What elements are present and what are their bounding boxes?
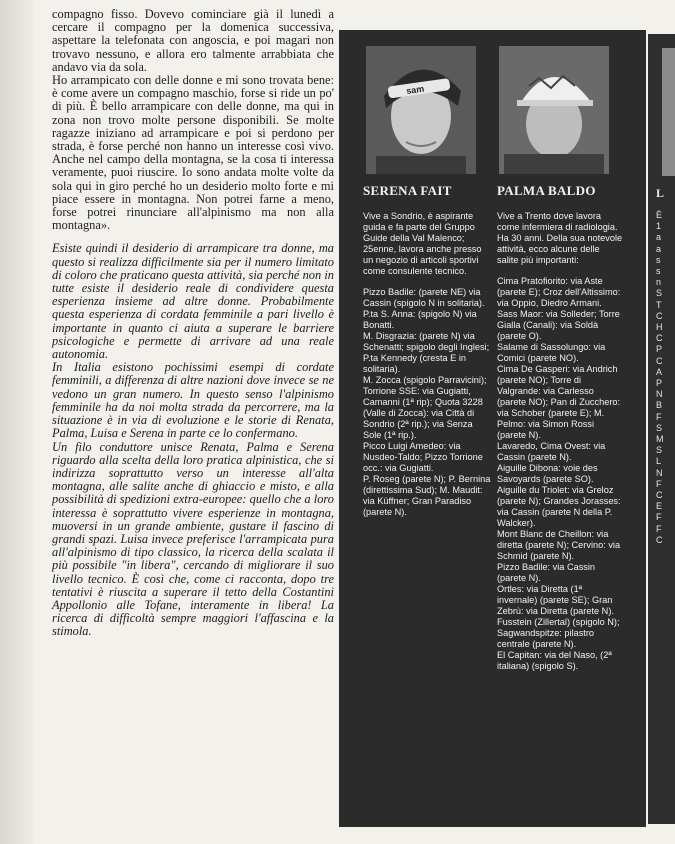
article-paragraph-2: In Italia esistono pochissimi esempi di cordate femminili, a differenza di altre nazioni dove invece se ne vedono un gran numero. In questo senso l'alpinismo femminile ha da noi molta strada da percorrere, ma la situazione è in via di evoluzione e le storie di Renata, Palma, Luisa e Serena in parte ce lo confermano. xyxy=(52,360,334,441)
cropped-photo-edge xyxy=(662,48,675,176)
cropped-text-fragment: s xyxy=(656,266,661,276)
cropped-text-fragment: F xyxy=(656,478,662,489)
climber-profiles-sidebar xyxy=(339,30,646,827)
cropped-text-fragment: L xyxy=(656,456,662,467)
serena-fait-photo xyxy=(366,46,476,174)
cropped-text-fragment: E xyxy=(656,501,663,512)
profile-routes: Cima Pratofiorito: via Aste (parete E); Croz dell'Altissimo: via Oppio, Diedro Armani. Sass Maor: via Solleder; Torre Gialla (Canali): via Soldà (parete O). Salame di Sassolungo: via Comici (parete NO). Cima De Gasperi: via Andrich (parete NO); Torre di Valgrande: via Carlesso (parete NO); Pan di Zucchero: via Schober (parete E); M. Pelmo: via Simon Rossi (parete N). Lavaredo, Cima Ovest: via Cassin (parete N). Aiguille Dibona: voie des Savoyards (parete SO). Aiguille du Triolet: via Greloz (parete N); Grandes Jorasses: via Cassin (parete N della P. Walcker). Mont Blanc de Cheillon: via diretta (parete N); Cervino: via Schmid (parete N). Pizzo Badile: via Cassin (parete N). Ortles: via Diretta (1ª invernale) (parete SE); Gran Zebrù: via Diretta (parete N). Fusstein (Zillertal) (spigolo N); Sagwandspitze: pilastro centrale (parete N). El Capitan: via del Naso, (2ª italiana) (spigolo S). xyxy=(497,276,621,671)
cropped-text-fragment: S xyxy=(656,422,663,433)
portrait-headband-photo xyxy=(366,46,476,174)
next-page-edge xyxy=(648,34,675,824)
profile-name: PALMA BALDO xyxy=(497,183,596,198)
cropped-text-fragment: P xyxy=(656,378,663,388)
cropped-text-fragment: F xyxy=(656,523,662,534)
cropped-text-fragment: 1 xyxy=(656,221,662,232)
cropped-text-fragment: P xyxy=(656,344,663,355)
cropped-text-fragment: S xyxy=(656,445,663,456)
cropped-text-fragment: n xyxy=(656,277,662,288)
profile-serena-fait xyxy=(363,183,491,518)
cropped-text-fragment: T xyxy=(656,299,662,310)
interview-quote-paragraph: compagno fisso. Dovevo cominciare già il lunedì a cercare il compagno per la domenica successiva, aspettare la telefonata con angoscia, e poi magari non trovavo nessuno, e allora ero talmente arrabbiata che andavo via da sola. Ho arrampicato con delle donne e mi sono trovata bene: è come avere un compagno maschio, forse si ride un po' di più. È bello arrampicare con delle donne, ma qui in zona non trovo molte persone disponibili. Se molte ragazze iniziano ad arrampicare e poi si perdono per strada, è forse perché non hanno un interesse così vivo. Anche nel campo della montagna, se la cosa ti interessa veramente, puoi riuscire. Io sono andata molte volte da sola qui in giro perché ho un desiderio molto forte e mi piace essere in montagna. Non potrei farne a meno, forse potrei rinunciare all'alpinismo ma non alla montagna». xyxy=(52,7,334,233)
cropped-text-fragment: F xyxy=(656,512,662,523)
cropped-text-fragment: C xyxy=(656,355,663,366)
profile-palma-baldo xyxy=(497,183,623,672)
cropped-text-fragment: È xyxy=(656,210,663,220)
cropped-text-fragment: H xyxy=(656,322,663,332)
cropped-text-fragment: C xyxy=(656,310,663,321)
cropped-name-fragment: L xyxy=(656,186,665,200)
cropped-text-fragment: F xyxy=(656,411,662,422)
cropped-text-fragment: C xyxy=(656,490,663,500)
cropped-text-fragment: A xyxy=(656,366,663,377)
cropped-text-fragment: N xyxy=(656,467,663,478)
cropped-text-fragment: a xyxy=(656,232,662,243)
cropped-text-fragment: S xyxy=(656,288,663,299)
cropped-text-fragment: C xyxy=(656,534,663,545)
page-gutter xyxy=(0,0,34,844)
article-paragraph-3: Un filo conduttore unisce Renata, Palma e Serena riguardo alla scelta della loro pratica alpinistica, che si indirizza soprattutto verso un interesse all'alta montagna, alle salite anche di ghiaccio e misto, e alla possibilità di spedizioni extra-europee: quello che a loro interessa è soprattutto vivere esperienze in montagna, muoversi in un grande ambiente, gustare il fascino di grandi spazi. Luisa invece preferisce l'arrampicata pura all'alpinismo di tipo classico, la ricerca della scalata il più possibile "in libera", cercando di migliorare il suo livello tecnico. È così che, come ci racconta, dopo tre tentativi è riuscita a superare il tetto della Costantini Appollonio alle Tofane, interamente in libera! La ricerca di difficoltà sempre maggiori l'affascina e la stimola. xyxy=(52,439,334,639)
profile-bio: Vive a Sondrio, è aspirante guida e fa parte del Gruppo Guide della Val Malenco; 25enne, lavora anche presso un negozio di articoli sportivi come consulente tecnico. xyxy=(363,211,482,276)
headband-logo: sam xyxy=(405,83,425,97)
profile-bio: Vive a Trento dove lavora come infermiera di radiologia. Ha 30 anni. Della sua notevole attività, ecco alcune delle salite più importanti: xyxy=(497,211,623,265)
palma-baldo-photo xyxy=(499,46,609,174)
cropped-text-fragment: a xyxy=(656,243,662,254)
cropped-text-fragment: s xyxy=(656,254,661,265)
cropped-text-fragment: M xyxy=(656,434,664,444)
article-paragraph-1: Esiste quindi il desiderio di arrampicare tra donne, ma questo si realizza difficilmente sia per il numero limitato di coloro che praticano questa attività, sia perché non in tutte esiste il desiderio reale di condividere questa esperienza insieme ad altre donne. Probabilmente questa esperienza di cordata femminile a pari livello è importante in quanto ci aiuta a superare le barriere psicologiche e permette di arrivare ad una reale autonomia. xyxy=(52,241,334,362)
portrait-helmet-photo xyxy=(499,46,609,174)
profile-routes: Pizzo Badile: (parete NE) via Cassin (spigolo N in solitaria). P.ta S. Anna: (spigolo N) via Bonatti. M. Disgrazia: (parete N) via Schenatti; spigolo degli Inglesi; P.ta Kennedy (cresta E in solitaria). M. Zocca (spigolo Parravicini); Torrione SSE: via Gugiatti, Camanni (1ª rip); Quota 3228 (Valle di Zocca): via Città di Sondrio (2ª rip.); via Senza Sole (1ª rip.). Picco Luigi Amedeo: via Nusdeo-Taldo; Pizzo Torrione occ.: via Gugiatti. P. Roseg (parete N); P. Bernina (direttissima Sud); M. Maudit: via Küffner; Gran Paradiso (parete N). xyxy=(363,287,491,517)
cropped-text-fragment: N xyxy=(656,389,663,400)
profile-name: SERENA FAIT xyxy=(363,183,452,198)
article-text-column xyxy=(52,8,334,639)
cropped-text-fragment: B xyxy=(656,400,663,411)
cropped-text-fragment: C xyxy=(656,333,663,344)
